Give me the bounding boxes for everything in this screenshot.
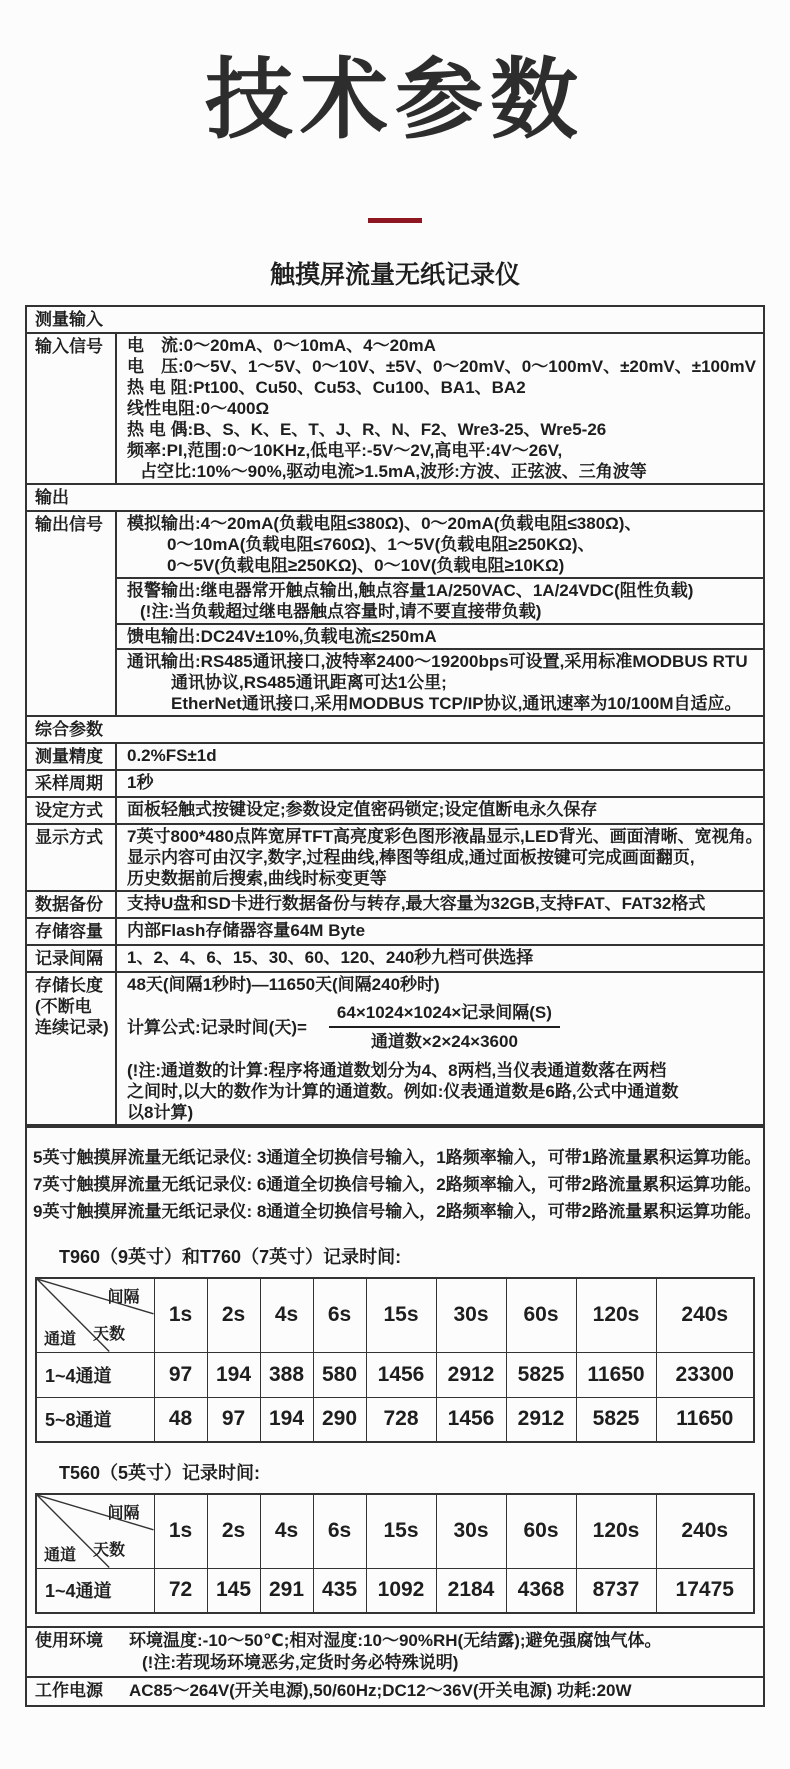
corner-label-days: 天数 [93,1542,126,1559]
corner-label-channel: 通道 [44,1330,77,1348]
row-sampling [27,771,763,798]
interval-header: 60s [506,1278,576,1352]
spec-line: EtherNet通讯接口,采用MODBUS TCP/IP协议,通讯速率为10/100M自适应。 [171,694,742,713]
spec-line: 历史数据前后搜索,曲线时标变更等 [127,869,387,888]
environment-line: 环境温度:-10～50℃;相对湿度:10～90%RH(无结露);避免强腐蚀气体。 [129,1631,662,1650]
row-output-signal [27,512,763,717]
row-environment [27,1626,763,1676]
model-line: 9英寸触摸屏流量无纸记录仪: 8通道全切换信号输入，2路频率输入，可带2路流量累积运算功能。 [33,1202,762,1221]
row-capacity [27,919,763,946]
row-label: 输入信号 [27,334,117,483]
days-value: 11650 [576,1352,656,1397]
spec-line: 显示内容可由汉字,数字,过程曲线,棒图等组成,通过面板按键可完成画面翻页, [127,848,695,867]
interval-header: 240s [656,1278,754,1352]
row-label: 测量精度 [27,744,117,769]
interval-header: 15s [366,1494,436,1568]
row-label-line: 存储长度 [35,976,103,995]
interval-header: 15s [366,1278,436,1352]
interval-header: 1s [154,1494,207,1568]
row-content [117,973,763,1124]
record-table-row [36,1397,754,1442]
row-label: 工作电源 [35,1681,103,1700]
interval-header: 2s [207,1278,260,1352]
row-label: 显示方式 [27,825,117,890]
alarm-output-sub-row [117,579,763,625]
days-value: 435 [313,1568,366,1613]
interval-header: 240s [656,1494,754,1568]
model-line: 7英寸触摸屏流量无纸记录仪: 6通道全切换信号输入，2路频率输入，可带2路流量累积运算功能。 [33,1175,762,1194]
page-title: 技术参数 [204,50,585,149]
channel-row-label: 1~4通道 [36,1568,154,1613]
days-value: 1456 [436,1397,506,1442]
row-value: 1秒 [127,773,154,792]
days-value: 194 [207,1352,260,1397]
spec-line: 馈电输出:DC24V±10%,负载电流≤250mA [127,627,437,646]
row-content [117,1630,763,1674]
days-value: 48 [154,1397,207,1442]
days-value: 2912 [436,1352,506,1397]
spec-line: 报警输出:继电器常开触点输出,触点容量1A/250VAC、1A/24VDC(阻性负载) [127,581,694,600]
fraction-denominator: 通道数×2×24×3600 [370,1032,518,1051]
record-table-t560 [35,1493,755,1614]
spec-line: 电 流:0～20mA、0～10mA、4～20mA [127,336,436,355]
row-label: 使用环境 [35,1631,103,1650]
spec-line: 0～5V(负载电阻≥250KΩ)、0～10V(负载电阻≥10KΩ) [167,556,565,575]
row-value: 内部Flash存储器容量64M Byte [127,921,366,940]
row-setting [27,798,763,825]
days-value: 8737 [576,1568,656,1613]
record-table-row [36,1568,754,1613]
row-power-supply [27,1676,763,1705]
corner-label-interval: 间隔 [107,1289,140,1306]
storage-formula [127,1002,763,1052]
days-value: 728 [366,1397,436,1442]
row-content [117,334,763,483]
spec-table [25,305,765,1126]
spec-line: 0～10mA(负载电阻≤760Ω)、1～5V(负载电阻≥250KΩ)、 [167,535,595,554]
days-value: 145 [207,1568,260,1613]
row-input-signal [27,334,763,485]
row-value: 1、2、4、6、15、30、60、120、240秒九档可供选择 [127,948,534,967]
row-label: 采样周期 [27,771,117,796]
row-accuracy [27,744,763,771]
days-value: 291 [260,1568,313,1613]
days-value: 17475 [656,1568,754,1613]
record-table-2-heading: T560（5英寸）记录时间: [59,1463,261,1483]
spec-line: 通讯输出:RS485通讯接口,波特率2400～19200bps可设置,采用标准MODBUS RTU [127,652,748,671]
spec-line: 7英寸800*480点阵宽屏TFT高亮度彩色图形液晶显示,LED背光、画面清晰、宽视角。 [127,827,763,846]
spec-line: 占空比:10%～90%,驱动电流>1.5mA,波形:方波、正弦波、三角波等 [140,462,647,481]
note-line: 之间时,以大的数作为计算的通道数。例如:仪表通道数是6路,公式中通道数 [127,1082,679,1101]
corner-label-days: 天数 [93,1326,126,1343]
note-line: 以8计算) [127,1103,194,1122]
days-value: 97 [207,1397,260,1442]
row-content [117,825,763,890]
row-backup [27,892,763,919]
interval-header: 6s [313,1494,366,1568]
formula-fraction [329,1002,560,1052]
row-label-line: (不断电 [35,997,92,1016]
row-label: 设定方式 [27,798,117,823]
interval-header: 2s [207,1494,260,1568]
row-interval [27,946,763,973]
interval-header: 60s [506,1494,576,1568]
days-value: 2912 [506,1397,576,1442]
days-value: 194 [260,1397,313,1442]
channel-row-label: 5~8通道 [36,1397,154,1442]
spec-line: 模拟输出:4～20mA(负载电阻≤380Ω)、0～20mA(负载电阻≤380Ω)、 [127,514,642,533]
fraction-numerator: 64×1024×1024×记录间隔(S) [329,1002,560,1028]
days-value: 4368 [506,1568,576,1613]
days-value: 72 [154,1568,207,1613]
row-label-line: 连续记录) [35,1018,109,1037]
model-descriptions [27,1128,763,1225]
channel-row-label: 1~4通道 [36,1352,154,1397]
row-storage-length [27,973,763,1124]
accent-dash [368,218,422,223]
row-label: 数据备份 [27,892,117,917]
row-value: 面板轻触式按键设定;参数设定值密码锁定;设定值断电永久保存 [127,800,598,819]
diagonal-corner-cell [36,1494,154,1568]
record-table-1-heading: T960（9英寸）和T760（7英寸）记录时间: [59,1247,402,1267]
days-value: 388 [260,1352,313,1397]
product-subtitle: 触摸屏流量无纸记录仪 [269,261,520,289]
models-and-record-times [25,1126,765,1707]
row-value: 0.2%FS±1d [127,746,217,765]
analog-output-sub-row [117,512,763,579]
row-value: AC85～264V(开关电源),50/60Hz;DC12～36V(开关电源) 功耗:20W [129,1681,632,1700]
spec-line: 通讯协议,RS485通讯距离可达1公里; [171,673,447,692]
environment-note-line: (!注:若现场环境恶劣,定货时务必特殊说明) [142,1653,459,1672]
storage-note [127,1060,763,1123]
interval-header: 120s [576,1278,656,1352]
spec-line: 热 电 偶:B、S、K、E、T、J、R、N、F2、Wre3-25、Wre5-26 [127,420,607,439]
model-line: 5英寸触摸屏流量无纸记录仪: 3通道全切换信号输入，1路频率输入，可带1路流量累积运算功能。 [33,1148,762,1167]
spec-sheet-page [0,52,790,1769]
record-table-t960-t760 [35,1277,755,1443]
corner-label-interval: 间隔 [107,1505,140,1522]
days-value: 5825 [576,1397,656,1442]
spec-line: 频率:PI,范围:0～10KHz,低电平:-5V～2V,高电平:4V～26V, [127,441,563,460]
interval-header: 6s [313,1278,366,1352]
row-display [27,825,763,892]
record-table-header-row [36,1494,754,1568]
days-value: 23300 [656,1352,754,1397]
days-value: 2184 [436,1568,506,1613]
row-label: 输出信号 [27,512,117,715]
row-value: 支持U盘和SD卡进行数据备份与转存,最大容量为32GB,支持FAT、FAT32格式 [127,894,706,913]
spec-line: (!注:当负载超过继电器触点容量时,请不要直接带负载) [140,602,542,621]
note-line: (!注:通道数的计算:程序将通道数划分为4、8两档,当仪表通道数落在两档 [127,1061,667,1080]
feed-output-sub-row [117,625,763,650]
spec-line: 热 电 阻:Pt100、Cu50、Cu53、Cu100、BA1、BA2 [127,378,526,397]
row-label: 记录间隔 [27,946,117,971]
interval-header: 120s [576,1494,656,1568]
diagonal-corner-cell [36,1278,154,1352]
days-value: 5825 [506,1352,576,1397]
comm-output-sub-row [117,650,763,715]
interval-header: 30s [436,1278,506,1352]
record-table-row [36,1352,754,1397]
days-value: 290 [313,1397,366,1442]
interval-header: 30s [436,1494,506,1568]
row-label [27,973,117,1124]
days-value: 1456 [366,1352,436,1397]
row-content [117,512,763,715]
days-value: 11650 [656,1397,754,1442]
record-table-header-row [36,1278,754,1352]
spec-line: 电 压:0～5V、1～5V、0～10V、±5V、0～20mV、0～100mV、±20mV、±100mV [127,357,756,376]
storage-range: 48天(间隔1秒时)—11650天(间隔240秒时) [127,975,440,994]
interval-header: 4s [260,1494,313,1568]
section-header-measure-input: 测量输入 [27,307,763,334]
interval-header: 4s [260,1278,313,1352]
section-header-general: 综合参数 [27,717,763,744]
spec-line: 线性电阻:0～400Ω [127,399,270,418]
corner-label-channel: 通道 [44,1546,77,1564]
row-label: 存储容量 [27,919,117,944]
days-value: 97 [154,1352,207,1397]
formula-label: 计算公式:记录时间(天)= [127,1017,307,1037]
days-value: 1092 [366,1568,436,1613]
interval-header: 1s [154,1278,207,1352]
section-header-output: 输出 [27,485,763,512]
days-value: 580 [313,1352,366,1397]
